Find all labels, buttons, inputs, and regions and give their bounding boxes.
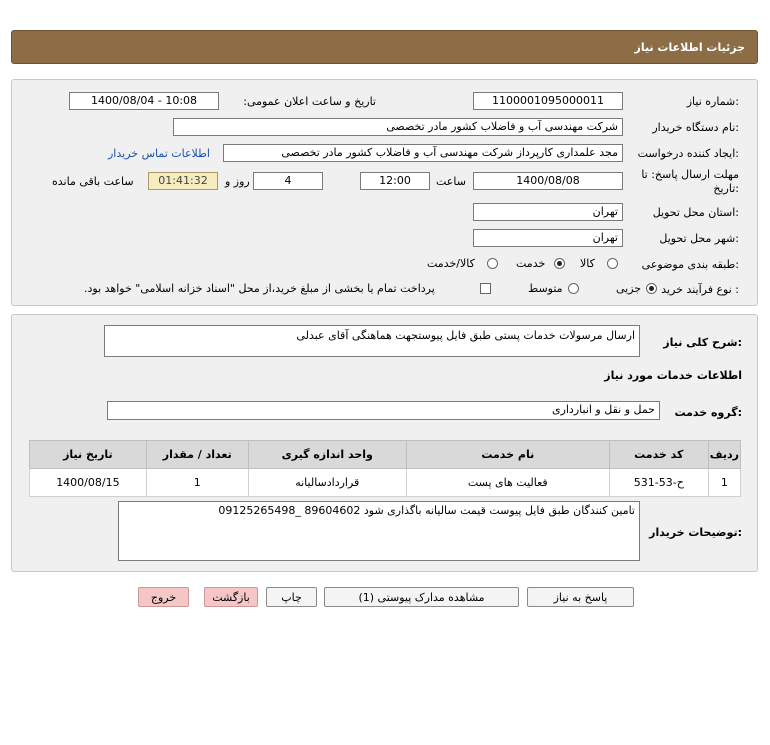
cell-service-code: ح-53-531 [609,469,708,497]
days-label: روز و [225,175,250,188]
treasury-payment-checkbox[interactable] [480,283,491,294]
reply-button[interactable]: پاسخ به نیاز [527,587,634,607]
services-section-title: اطلاعات خدمات مورد نیاز [604,369,742,382]
col-quantity: تعداد / مقدار [146,441,248,469]
category-goods-radio[interactable] [607,258,618,269]
col-row-number: ردیف [708,441,740,469]
province-field: تهران [473,203,623,221]
announce-label: تاریخ و ساعت اعلان عمومی: [243,95,376,108]
need-number-field: 1100001095000011 [473,92,623,110]
buyer-notes-field: تامین کنندگان طبق فایل پیوست قیمت سالیانه باگذاری شود 89604602 _09125265498 [118,501,640,561]
category-service-label: خدمت [516,257,546,270]
deadline-label: مهلت ارسال پاسخ: تا [641,168,739,181]
buyer-notes-label: توضیحات خریدار: [649,526,742,539]
cell-unit: قراردادسالیانه [248,469,406,497]
summary-field: ارسال مرسولات خدمات پستی طبق فایل پیوستجهت هماهنگی آقای عبدلی [104,325,640,357]
exit-button[interactable]: خروج [138,587,189,607]
page-title: جزئیات اطلاعات نیاز [634,41,745,54]
cell-service-name: فعالیت های پست [406,469,609,497]
buyer-contact-link[interactable]: اطلاعات تماس خریدار [108,147,210,160]
category-goods-label: کالا [580,257,595,270]
print-button[interactable]: چاپ [266,587,317,607]
days-field: 4 [253,172,323,190]
time-label: ساعت [436,175,466,188]
summary-label: شرح کلی نیاز: [663,336,742,349]
services-table [29,440,741,497]
city-field: تهران [473,229,623,247]
cell-row-number: 1 [708,469,740,497]
back-button[interactable]: بازگشت [204,587,258,607]
col-unit: واحد اندازه گیری [248,441,406,469]
deadline-date-field: 1400/08/08 [473,172,623,190]
table-header-row [30,441,741,469]
deadline-label-date: تاریخ: [713,182,739,195]
province-label: استان محل تحویل: [652,206,739,219]
view-attachments-button[interactable]: مشاهده مدارک پیوستی (1) [324,587,519,607]
service-group-label: گروه خدمت: [674,406,742,419]
creator-label: ایجاد کننده درخواست: [637,147,739,160]
city-label: شهر محل تحویل: [659,232,739,245]
category-goods-service-label: کالا/خدمت [427,257,475,270]
cell-quantity: 1 [146,469,248,497]
announce-field: 1400/08/04 - 10:08 [69,92,219,110]
service-group-field: حمل و نقل و انبارداری [107,401,660,420]
creator-field: مجد علمداری کارپرداز شرکت مهندسی آب و فاضلاب کشور مادر تخصصی [223,144,623,162]
process-label: نوع فرآیند خرید : [661,283,739,296]
buyer-label: نام دستگاه خریدار: [652,121,739,134]
buyer-field: شرکت مهندسی آب و فاضلاب کشور مادر تخصصی [173,118,623,136]
process-medium-radio[interactable] [568,283,579,294]
need-number-label: شماره نیاز: [686,95,739,108]
treasury-payment-note: پرداخت تمام یا بخشی از مبلغ خرید،از محل "اسناد خزانه اسلامی" خواهد بود. [84,282,435,295]
cell-need-date: 1400/08/15 [30,469,147,497]
deadline-time-field: 12:00 [360,172,430,190]
need-details-panel [11,79,758,306]
process-medium-label: متوسط [528,282,563,295]
remaining-label: ساعت باقی مانده [52,175,134,188]
page-header [11,30,758,64]
category-service-radio[interactable] [554,258,565,269]
col-service-code: کد خدمت [609,441,708,469]
col-need-date: تاریخ نیاز [30,441,147,469]
category-label: طبقه بندی موضوعی: [641,258,739,271]
process-minor-radio[interactable] [646,283,657,294]
remaining-time-field: 01:41:32 [148,172,218,190]
process-minor-label: جزیی [616,282,642,295]
category-goods-service-radio[interactable] [487,258,498,269]
col-service-name: نام خدمت [406,441,609,469]
table-row [30,469,741,497]
